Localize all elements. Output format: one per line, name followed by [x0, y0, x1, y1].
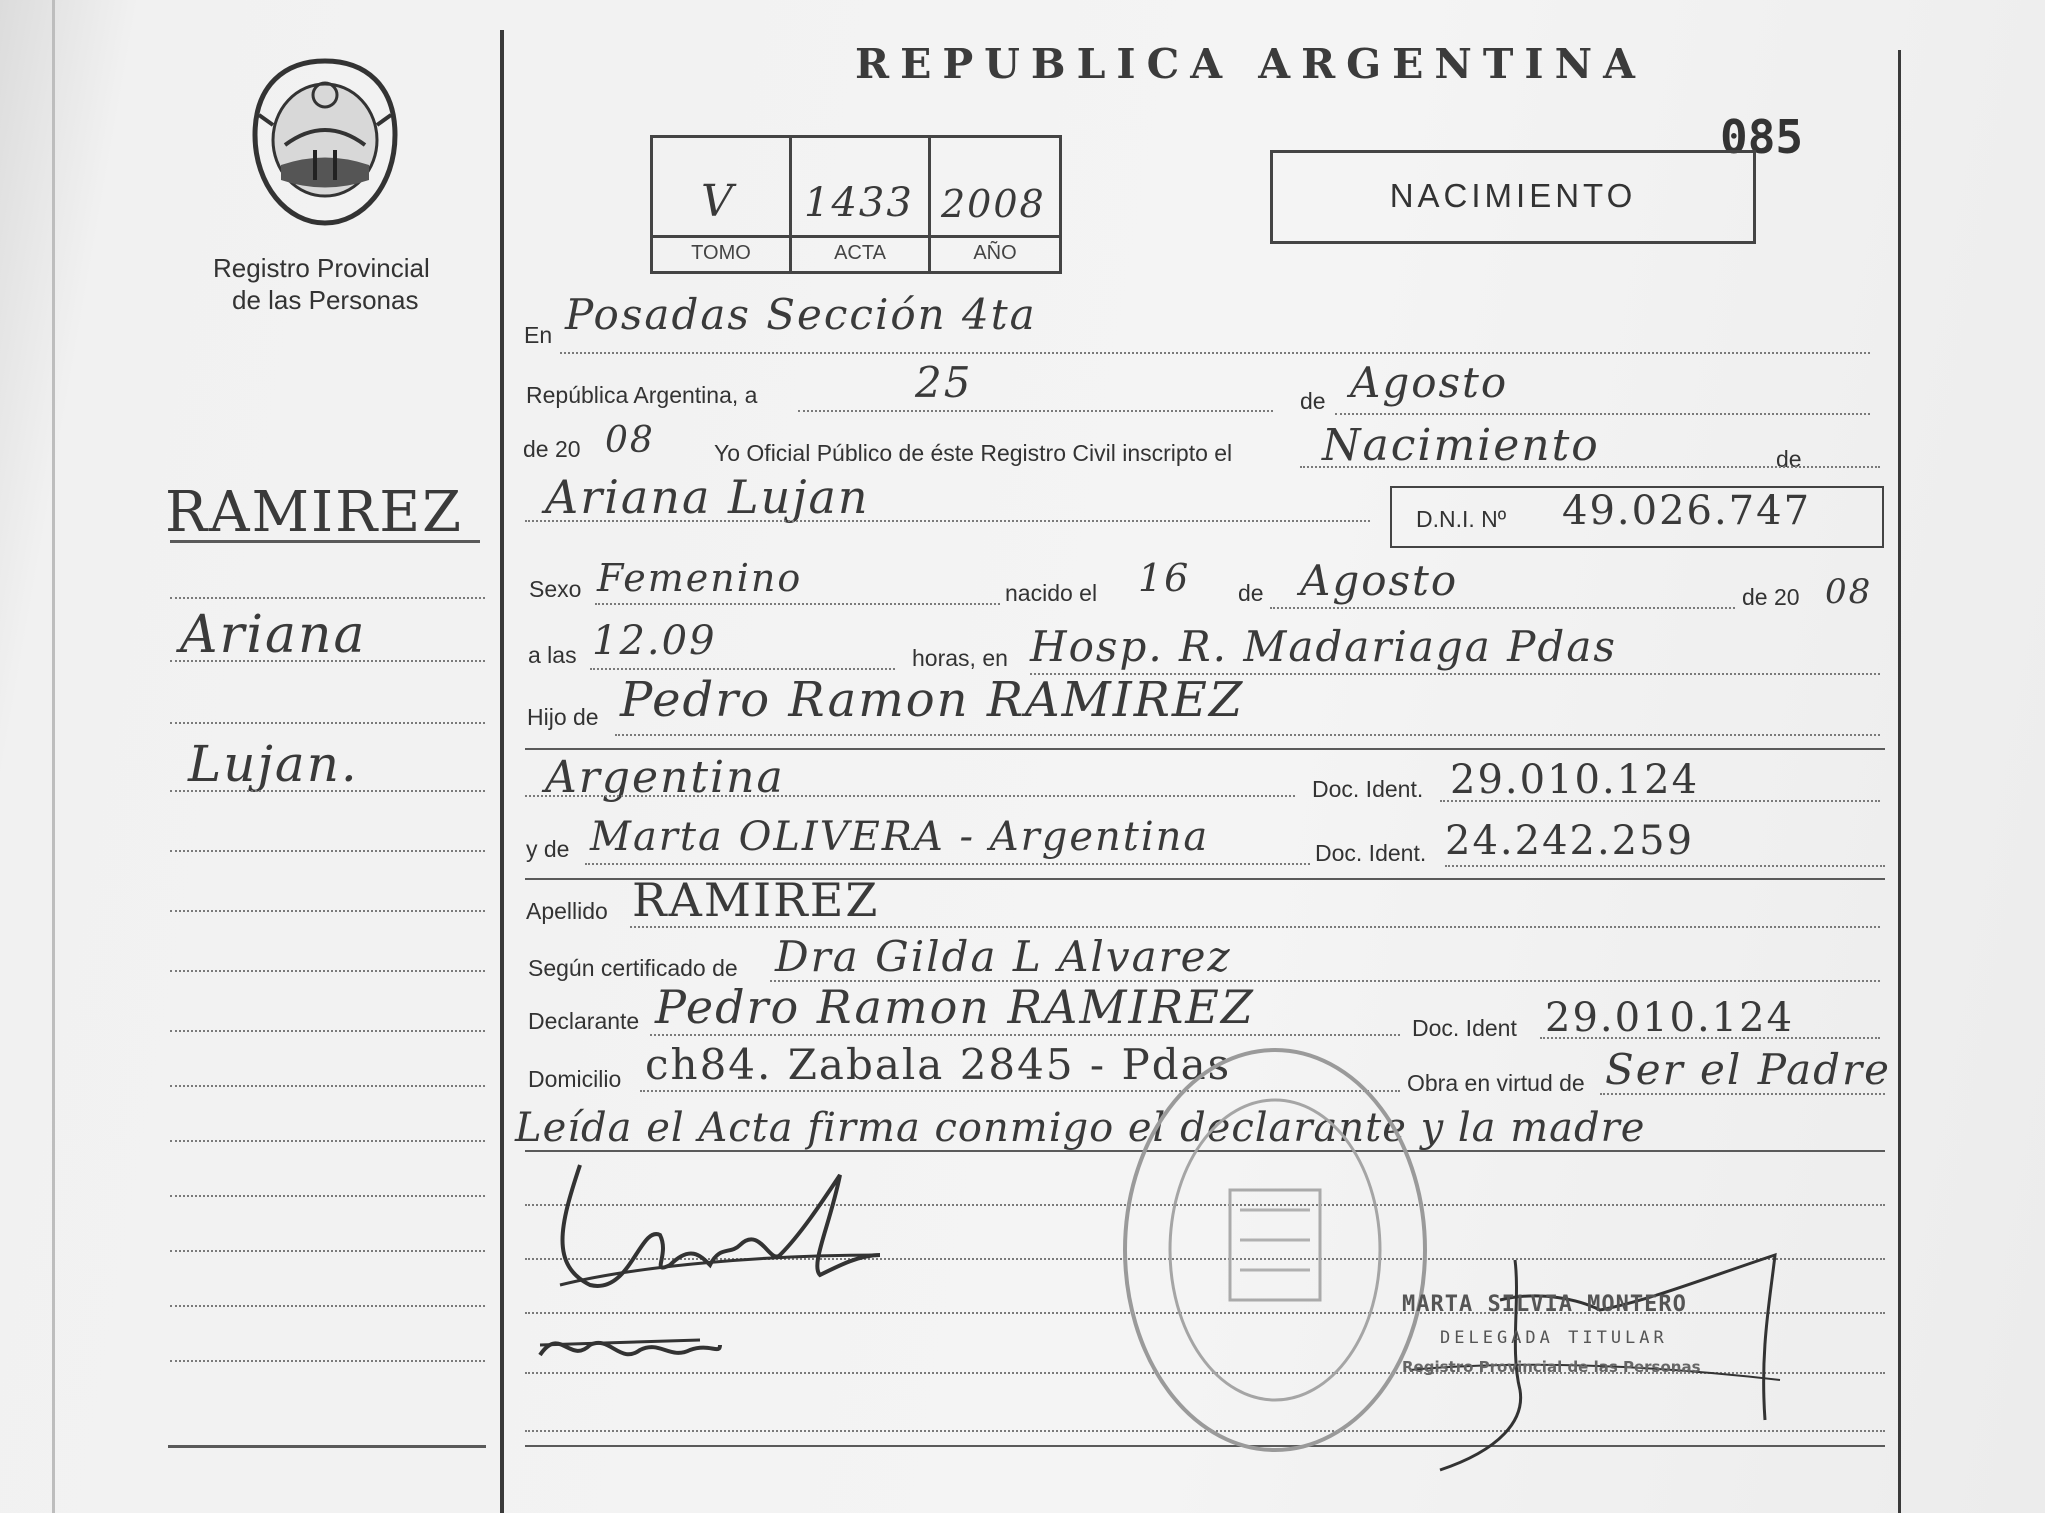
declarante-label: Declarante — [528, 1008, 640, 1034]
anio-cell — [931, 138, 1059, 271]
tomo-cell — [653, 138, 792, 271]
en-value: Posadas Sección 4ta — [565, 290, 1037, 339]
field-line — [615, 734, 1880, 736]
doc-ident-label-2: Doc. Ident. — [1315, 840, 1427, 866]
dni-value: 49.026.747 — [1562, 488, 1812, 534]
mother-signature — [520, 1305, 740, 1385]
field-line — [1270, 607, 1735, 609]
registry-name-line1: Registro Provincial — [213, 253, 430, 283]
en-label: En — [524, 322, 553, 348]
declarante-value: Pedro Ramon RAMIREZ — [655, 980, 1255, 1034]
official-stamp-office: Registro Provincial de las Personas — [1402, 1358, 1701, 1376]
declarant-signature — [520, 1145, 900, 1325]
right-border — [1898, 50, 1901, 1513]
field-line — [560, 352, 1870, 354]
de20-label: de 20 — [523, 436, 581, 462]
lugar-value: Hosp. R. Madariaga Pdas — [1030, 622, 1617, 671]
segun-value: Dra Gilda L Alvarez — [775, 932, 1232, 981]
field-line — [1440, 800, 1880, 802]
official-round-stamp — [1115, 1040, 1435, 1460]
margin-line — [170, 660, 485, 662]
left-edge-shadow — [52, 0, 55, 1513]
segun-label: Según certificado de — [528, 955, 738, 981]
field-line — [650, 1034, 1400, 1036]
obra-value: Ser el Padre — [1605, 1045, 1891, 1094]
domicilio-label: Domicilio — [528, 1066, 622, 1092]
field-line — [630, 926, 1880, 928]
anio-label: AÑO — [931, 235, 1059, 265]
record-type-box — [1270, 150, 1756, 244]
margin-surname-underline — [170, 540, 480, 543]
margin-line — [170, 910, 485, 912]
margin-line — [170, 850, 485, 852]
dni-box — [1390, 486, 1884, 548]
field-line — [585, 863, 1310, 865]
year-value: 08 — [605, 420, 655, 461]
margin-line — [170, 1195, 485, 1197]
misiones-seal-emblem — [245, 55, 405, 230]
madre-value: Marta OLIVERA - Argentina — [590, 814, 1210, 860]
margin-name2: Lujan. — [188, 735, 359, 793]
margin-line — [170, 597, 485, 599]
record-type-label: NACIMIENTO — [1389, 177, 1637, 214]
official-stamp-name: MARTA SILVIA MONTERO — [1402, 1292, 1687, 1317]
domicilio-value: ch84. Zabala 2845 - Pdas — [645, 1040, 1232, 1089]
de200-label: de 20 — [1742, 584, 1800, 610]
field-line — [1445, 865, 1885, 867]
de-label-2: de — [1776, 446, 1802, 472]
month-value: Agosto — [1350, 358, 1509, 407]
alas-label: a las — [528, 642, 577, 668]
registry-name-line2: de las Personas — [232, 285, 419, 315]
field-rule — [525, 748, 1885, 750]
field-line — [525, 795, 1295, 797]
margin-line — [170, 970, 485, 972]
nombre-value: Ariana Lujan — [545, 470, 870, 524]
margin-line — [170, 1305, 485, 1307]
de-label-3: de — [1238, 580, 1264, 606]
madre-doc: 24.242.259 — [1445, 818, 1695, 864]
republica-label: República Argentina, a — [526, 382, 758, 408]
yde-label: y de — [526, 836, 570, 862]
nacido-day: 16 — [1138, 556, 1191, 600]
nacido-label: nacido el — [1005, 580, 1098, 606]
margin-divider — [500, 30, 504, 1513]
oficial-label: Yo Oficial Público de éste Registro Civil inscripto el — [714, 440, 1233, 466]
field-line — [1540, 1037, 1880, 1039]
field-line — [1600, 1093, 1885, 1095]
doc-ident-label: Doc. Ident. — [1312, 776, 1424, 802]
sexo-label: Sexo — [529, 576, 582, 602]
margin-surname: RAMIREZ — [165, 480, 464, 545]
margin-line — [170, 1140, 485, 1142]
margin-line — [170, 1360, 485, 1362]
de-label: de — [1300, 388, 1326, 414]
field-line — [1300, 466, 1880, 468]
margin-line — [170, 1085, 485, 1087]
doc-ident-label-3: Doc. Ident — [1412, 1015, 1517, 1041]
horas-label: horas, en — [912, 645, 1008, 671]
hijo-label: Hijo de — [527, 704, 599, 730]
margin-line — [170, 790, 485, 792]
leida-value: Leída el Acta firma conmigo el declarante y la madre — [515, 1105, 1646, 1151]
field-line — [798, 410, 1273, 412]
country-title: REPUBLICA ARGENTINA — [855, 40, 1646, 88]
tomo-label: TOMO — [653, 235, 789, 265]
nacido-month: Agosto — [1300, 556, 1459, 605]
acta-label: ACTA — [792, 235, 928, 265]
day-value: 25 — [915, 358, 973, 407]
acta-cell — [792, 138, 931, 271]
declarante-doc: 29.010.124 — [1545, 995, 1795, 1041]
margin-bottom-rule — [168, 1445, 486, 1448]
field-line — [590, 668, 895, 670]
apellido-label: Apellido — [526, 898, 608, 924]
nacido-year: 08 — [1825, 572, 1873, 612]
apellido-value: RAMIREZ — [632, 873, 880, 927]
anio-value: 2008 — [941, 182, 1046, 226]
padre-value: Pedro Ramon RAMIREZ — [620, 672, 1245, 728]
hora-value: 12.09 — [592, 618, 717, 664]
inscripto-value: Nacimiento — [1322, 420, 1600, 471]
dni-label: D.N.I. Nº — [1416, 506, 1507, 532]
record-reference-box — [650, 135, 1062, 274]
padre-doc: 29.010.124 — [1450, 757, 1700, 803]
margin-name1: Ariana — [180, 605, 367, 665]
padre-nacionalidad: Argentina — [545, 752, 785, 803]
margin-line — [170, 1250, 485, 1252]
obra-label: Obra en virtud de — [1407, 1070, 1585, 1096]
sexo-value: Femenino — [597, 556, 803, 600]
official-stamp-title: DELEGADA TITULAR — [1440, 1328, 1668, 1348]
margin-line — [170, 722, 485, 724]
margin-line — [170, 1030, 485, 1032]
tomo-value: V — [701, 176, 735, 227]
field-line — [595, 603, 1000, 605]
acta-value: 1433 — [804, 180, 914, 226]
field-line — [525, 520, 1370, 522]
field-line — [1335, 413, 1870, 415]
page-number: 085 — [1720, 110, 1804, 164]
